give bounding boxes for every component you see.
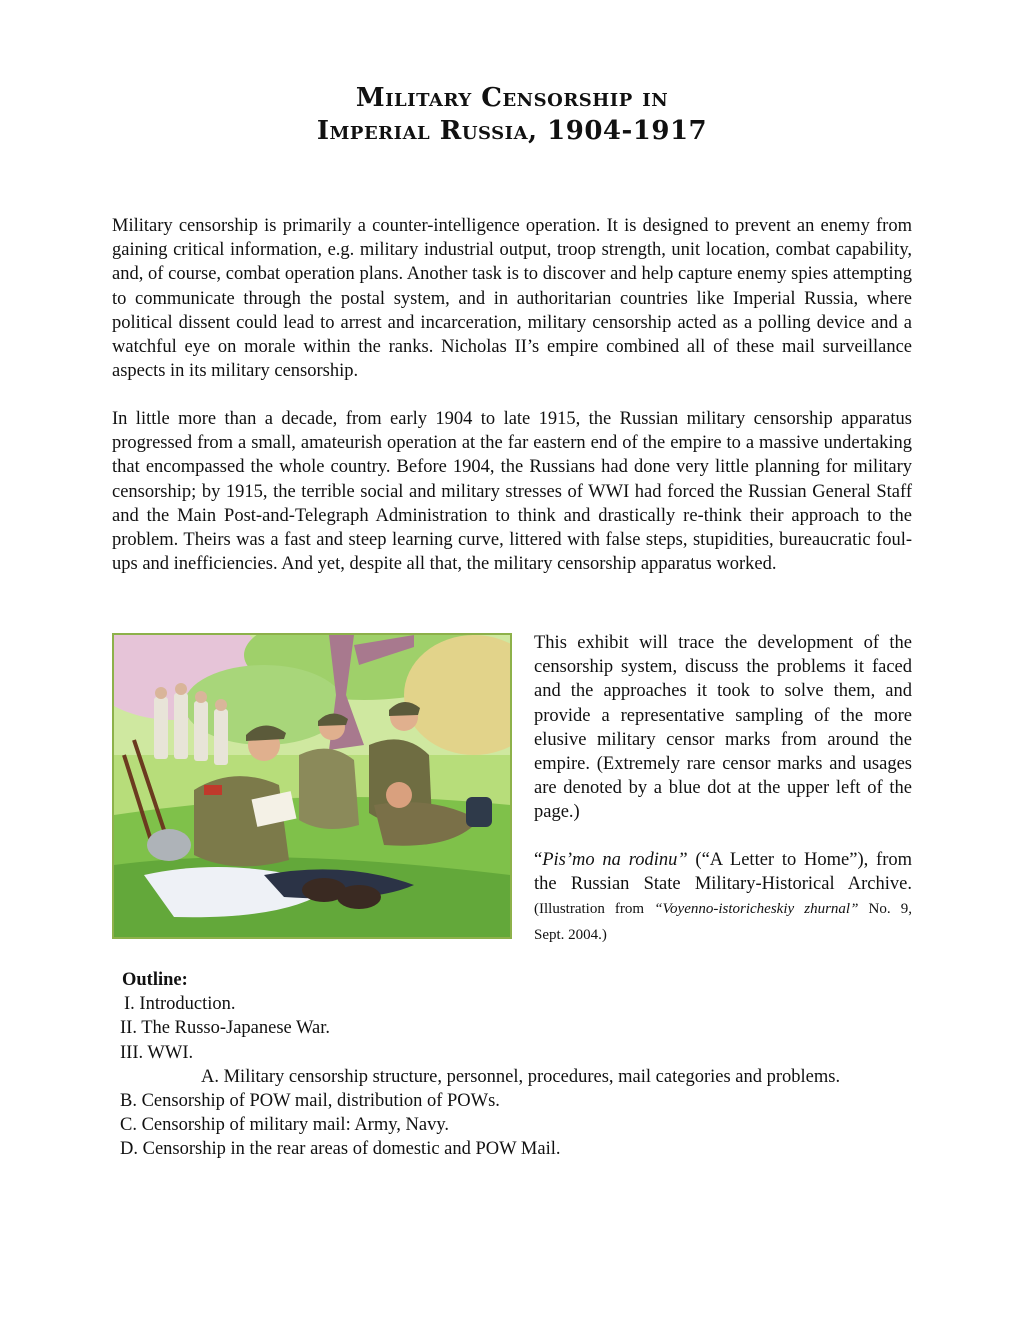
exhibit-description: This exhibit will trace the development of the censorship system, discuss the problems it faced and the approaches it took to solve them, and provide a representative sampling of the more elusive military censor marks from around the empire. (Extremely rare censor marks and usages are denoted by a blue dot at the upper left of the page.) — [534, 633, 912, 823]
caption-text: (“A Letter to Home”), from the Russian State Military-Historical Archive. — [534, 850, 912, 895]
caption-source-prefix: (Illustration from — [534, 901, 655, 918]
outline-item: A. Military censorship structure, personnel, procedures, mail categories and problems. — [201, 1066, 841, 1087]
outline-section — [112, 968, 912, 1162]
illustration-letter-to-home — [112, 633, 512, 939]
title-line-2: Imperial Russia, 1904-1917 — [316, 116, 708, 146]
outline-item: I. Introduction. — [124, 994, 236, 1015]
intro-paragraph-2: In little more than a decade, from early 1904 to late 1915, the Russian military censorship apparatus progressed from a small, amateurish operation at the far eastern end of the empire to a massive undertaking that encompassed the whole country. Before 1904, the Russians had done very little planning for military censorship; by 1915, the terrible social and military stresses of WWI had forced the Russian General Staff and the Main Post-and-Telegraph Administration to think and drastically re-think their approach to the problem. Theirs was a fast and steep learning curve, littered with false steps, stupidities, bureaucratic foul-ups and inefficiencies. And yet, despite all that, the military censorship apparatus worked. — [112, 409, 912, 575]
caption-open-quote: “ — [534, 850, 543, 870]
outline-item: D. Censorship in the rear areas of domestic and POW Mail. — [120, 1139, 561, 1160]
title-line-1: Military Censorship in — [355, 83, 669, 113]
intro-paragraph-1: Military censorship is primarily a counter-intelligence operation. It is designed to prevent an enemy from gaining critical information, e.g. military industrial output, troop strength, unit location, combat capability, and, of course, combat operation plans. Another task is to discover and help capture enemy spies attempting to communicate through the postal system, and in authoritarian countries like Imperial Russia, where political dissent could lead to arrest and incarceration, military censorship acted as a polling device and a watchful eye on morale within the ranks. Nicholas II’s empire combined all of these mail surveillance aspects in its military censorship. — [112, 216, 912, 382]
outline-heading: Outline: — [122, 970, 188, 990]
caption-source-journal: “Voyenno-istoricheskiy zhurnal” — [654, 901, 859, 918]
caption-title: Pis’mo na rodinu” — [542, 850, 688, 870]
page-title — [0, 82, 1024, 148]
illustration-caption — [534, 848, 912, 947]
outline-item: II. The Russo-Japanese War. — [120, 1018, 331, 1039]
outline-item: III. WWI. — [120, 1042, 194, 1063]
caption-source-suffix: No. 9, Sept. 2004.) — [534, 901, 912, 943]
outline-item: C. Censorship of military mail: Army, Navy. — [120, 1115, 450, 1136]
outline-item: B. Censorship of POW mail, distribution of POWs. — [120, 1091, 500, 1112]
